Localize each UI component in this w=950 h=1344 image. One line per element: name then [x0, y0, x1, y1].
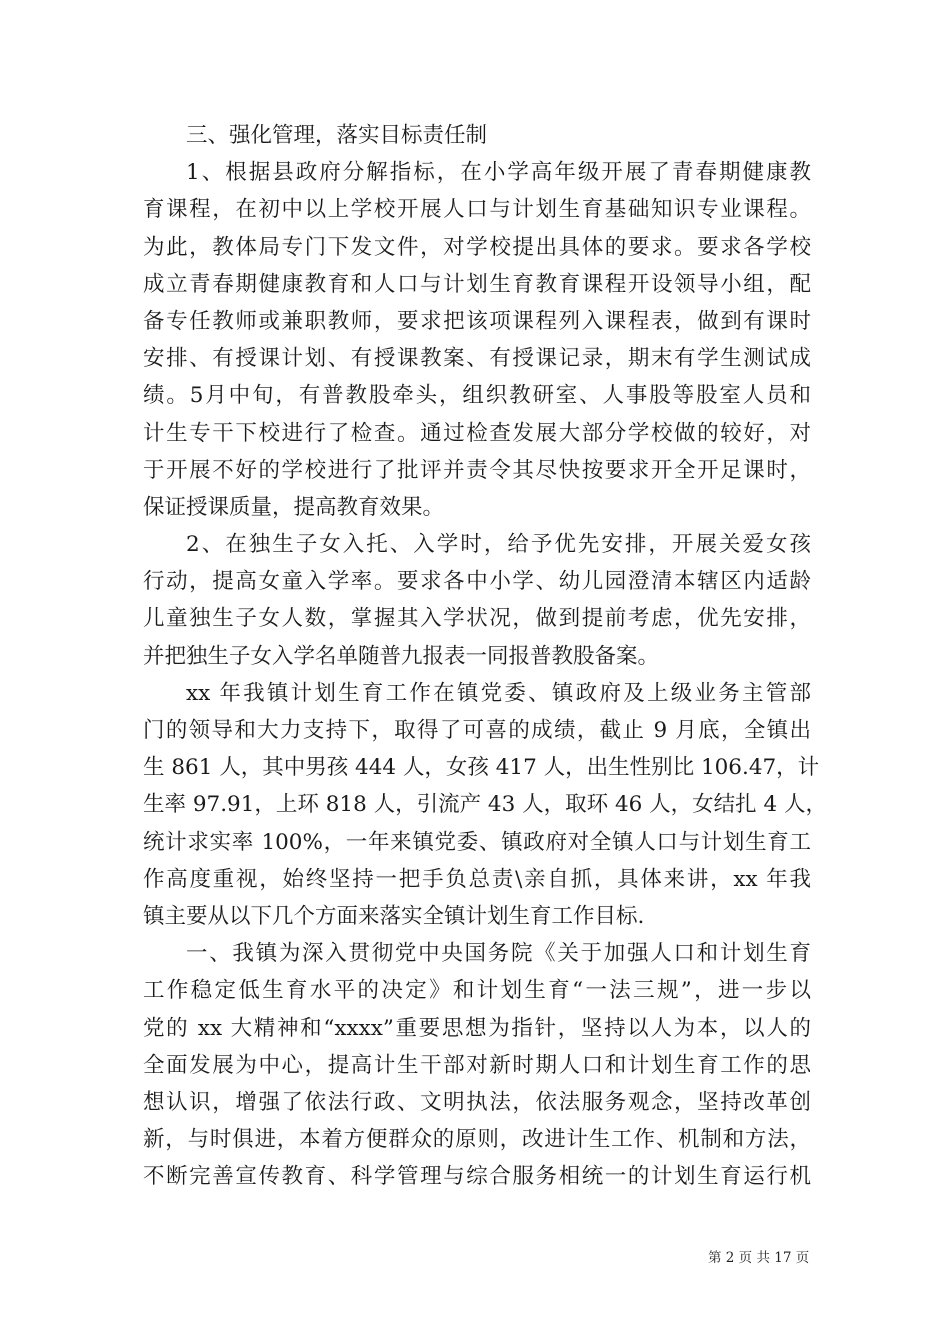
text-line: xx 年我镇计划生育工作在镇党委、镇政府及上级业务主管部	[186, 680, 811, 706]
text-line: 作高度重视，始终坚持一把手负总责\亲自抓，具体来讲，xx 年我	[143, 866, 811, 892]
text-line: 成立青春期健康教育和人口与计划生育教育课程开设领导小组，配	[143, 271, 811, 297]
text-line: 于开展不好的学校进行了批评并责令其尽快按要求开全开足课时，	[143, 457, 811, 483]
text-line: 统计求实率 100%，一年来镇党委、镇政府对全镇人口与计划生育工	[143, 829, 811, 855]
text-line: 不断完善宣传教育、科学管理与综合服务相统一的计划生育运行机	[143, 1164, 811, 1190]
text-line: 行动，提高女童入学率。要求各中小学、幼儿园澄清本辖区内适龄	[143, 569, 811, 595]
text-line: 1、根据县政府分解指标，在小学高年级开展了青春期健康教	[186, 160, 811, 186]
page-number-footer: 第 2 页 共 17 页	[708, 1250, 810, 1266]
text-line: 生率 97.91，上环 818 人，引流产 43 人，取环 46 人，女结扎 4 人，	[143, 792, 827, 818]
text-line: 2、在独生子女入托、入学时，给予优先安排，开展关爱女孩	[186, 532, 811, 558]
text-line: 育课程，在初中以上学校开展人口与计划生育基础知识专业课程。	[143, 197, 811, 223]
section-heading	[143, 117, 811, 154]
paragraph-2	[143, 526, 811, 675]
text-line: 新，与时俱进，本着方便群众的原则，改进计生工作、机制和方法，	[143, 1127, 811, 1153]
text-line: 党的 xx 大精神和“xxxx”重要思想为指针，坚持以人为本，以人的	[143, 1015, 811, 1041]
document-body	[143, 117, 827, 1195]
text-line: 想认识，增强了依法行政、文明执法，依法服务观念，坚持改革创	[143, 1089, 811, 1115]
paragraph-4	[143, 935, 811, 1195]
text-line: 绩。5月中旬，有普教股牵头，组织教研室、人事股等股室人员和	[143, 383, 811, 409]
text-line: 计生专干下校进行了检查。通过检查发展大部分学校做的较好，对	[143, 420, 811, 446]
paragraph-1	[143, 154, 811, 526]
text-line: 备专任教师或兼职教师，要求把该项课程列入课程表，做到有课时	[143, 308, 811, 334]
text-line: 生 861 人，其中男孩 444 人，女孩 417 人，出生性别比 106.47，计	[143, 755, 820, 781]
text-line: 并把独生子女入学名单随普九报表一同报普教股备案。	[143, 643, 660, 669]
text-line: 三、强化管理，落实目标责任制	[186, 123, 488, 148]
text-line: 门的领导和大力支持下，取得了可喜的成绩，截止 9 月底，全镇出	[143, 718, 811, 743]
text-line: 工作稳定低生育水平的决定》和计划生育“一法三规”，进一步以	[143, 978, 811, 1004]
text-line: 一、我镇为深入贯彻党中央国务院《关于加强人口和计划生育	[186, 941, 811, 967]
text-line: 镇主要从以下几个方面来落实全镇计划生育工作目标.	[143, 903, 645, 929]
text-line: 安排、有授课计划、有授课教案、有授课记录，期末有学生测试成	[143, 346, 811, 372]
paragraph-3	[143, 675, 827, 935]
text-line: 为此，教体局专门下发文件，对学校提出具体的要求。要求各学校	[143, 234, 811, 260]
text-line: 儿童独生子女人数，掌握其入学状况，做到提前考虑，优先安排，	[143, 606, 811, 632]
text-line: 保证授课质量，提高教育效果。	[143, 494, 445, 520]
text-line: 全面发展为中心，提高计生干部对新时期人口和计划生育工作的思	[143, 1052, 811, 1078]
